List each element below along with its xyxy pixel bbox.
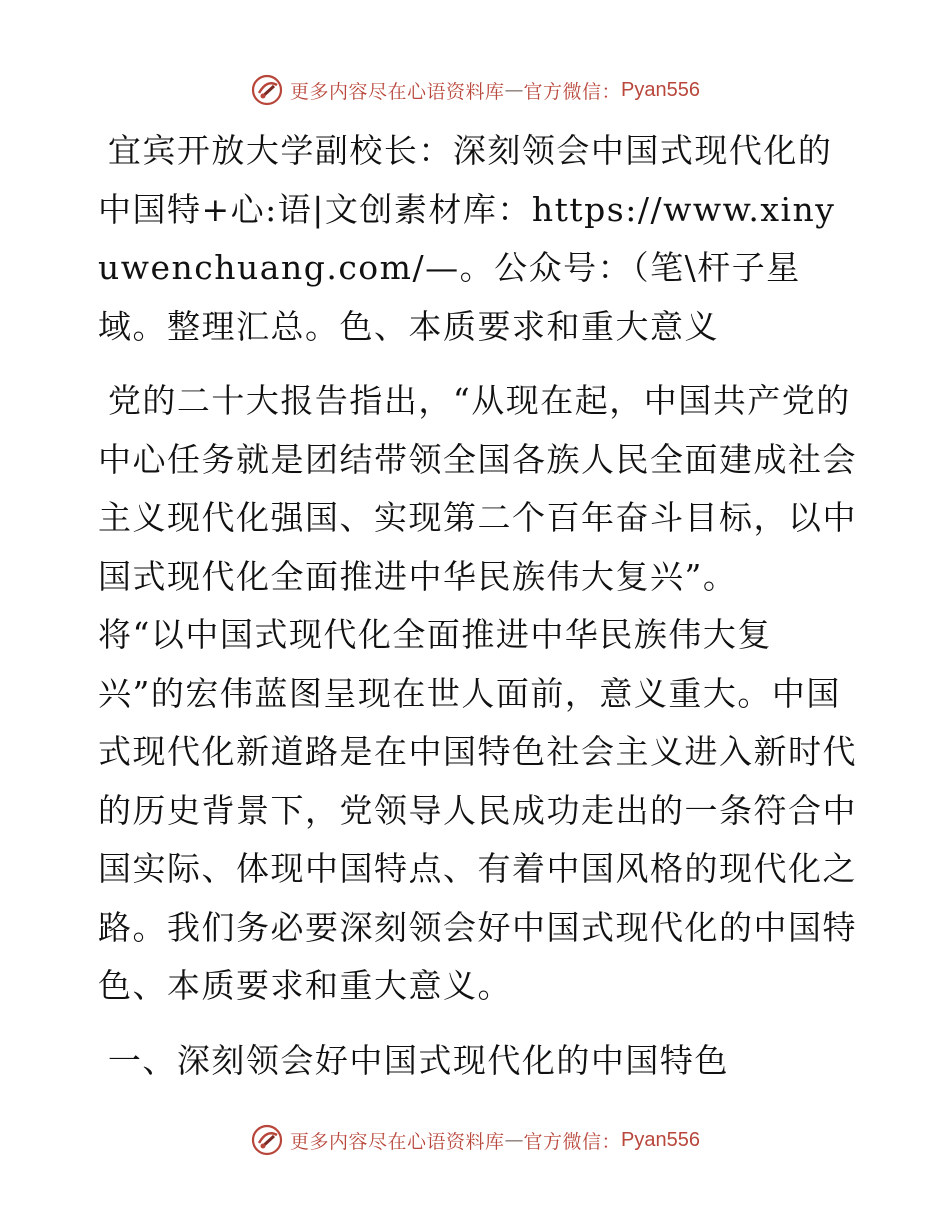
section-heading: 一、深刻领会好中国式现代化的中国特色 xyxy=(107,1040,729,1080)
brand-logo-icon xyxy=(250,73,284,107)
document-title-paragraph: 宜宾开放大学副校长：深刻领会中国式现代化的中国特+心:语|文创素材库：https://www.xinyuwenchuang.com/—。公众号：（笔\杆子星域。整理汇总。色、本质要求和重大意义 xyxy=(98,131,836,346)
banner-separator: — xyxy=(504,79,524,101)
banner-wechat-id: Pyan556 xyxy=(621,78,700,101)
paragraph-significance: 将“以中国式现代化全面推进中华民族伟大复兴”的宏伟蓝图呈现在世人面前，意义重大。中国式现代化新道路是在中国特色社会主义进入新时代的历史背景下，党领导人民成功走出的一条符合中国实际、体现中国特点、有着中国风格的现代化之路。我们务必要深刻领会好中国式现代化的中国特色、本质要求和重大意义。 xyxy=(98,615,857,1005)
footer-watermark-banner xyxy=(0,1120,950,1160)
document-body xyxy=(98,122,858,1090)
header-watermark-banner xyxy=(0,70,950,110)
banner-text: 更多内容尽在心语资料库 xyxy=(290,1130,505,1153)
banner-text: 更多内容尽在心语资料库 xyxy=(290,80,505,103)
banner-wechat-label: 官方微信： xyxy=(523,80,622,103)
banner-separator: — xyxy=(504,1129,524,1151)
banner-wechat-id: Pyan556 xyxy=(621,1128,700,1151)
banner-wechat-label: 官方微信： xyxy=(523,1130,622,1153)
brand-logo-icon xyxy=(250,1123,284,1157)
paragraph-intro: 党的二十大报告指出，“从现在起，中国共产党的中心任务就是团结带领全国各族人民全面建成社会主义现代化强国、实现第二个百年奋斗目标，以中国式现代化全面推进中华民族伟大复兴”。 xyxy=(98,381,857,596)
